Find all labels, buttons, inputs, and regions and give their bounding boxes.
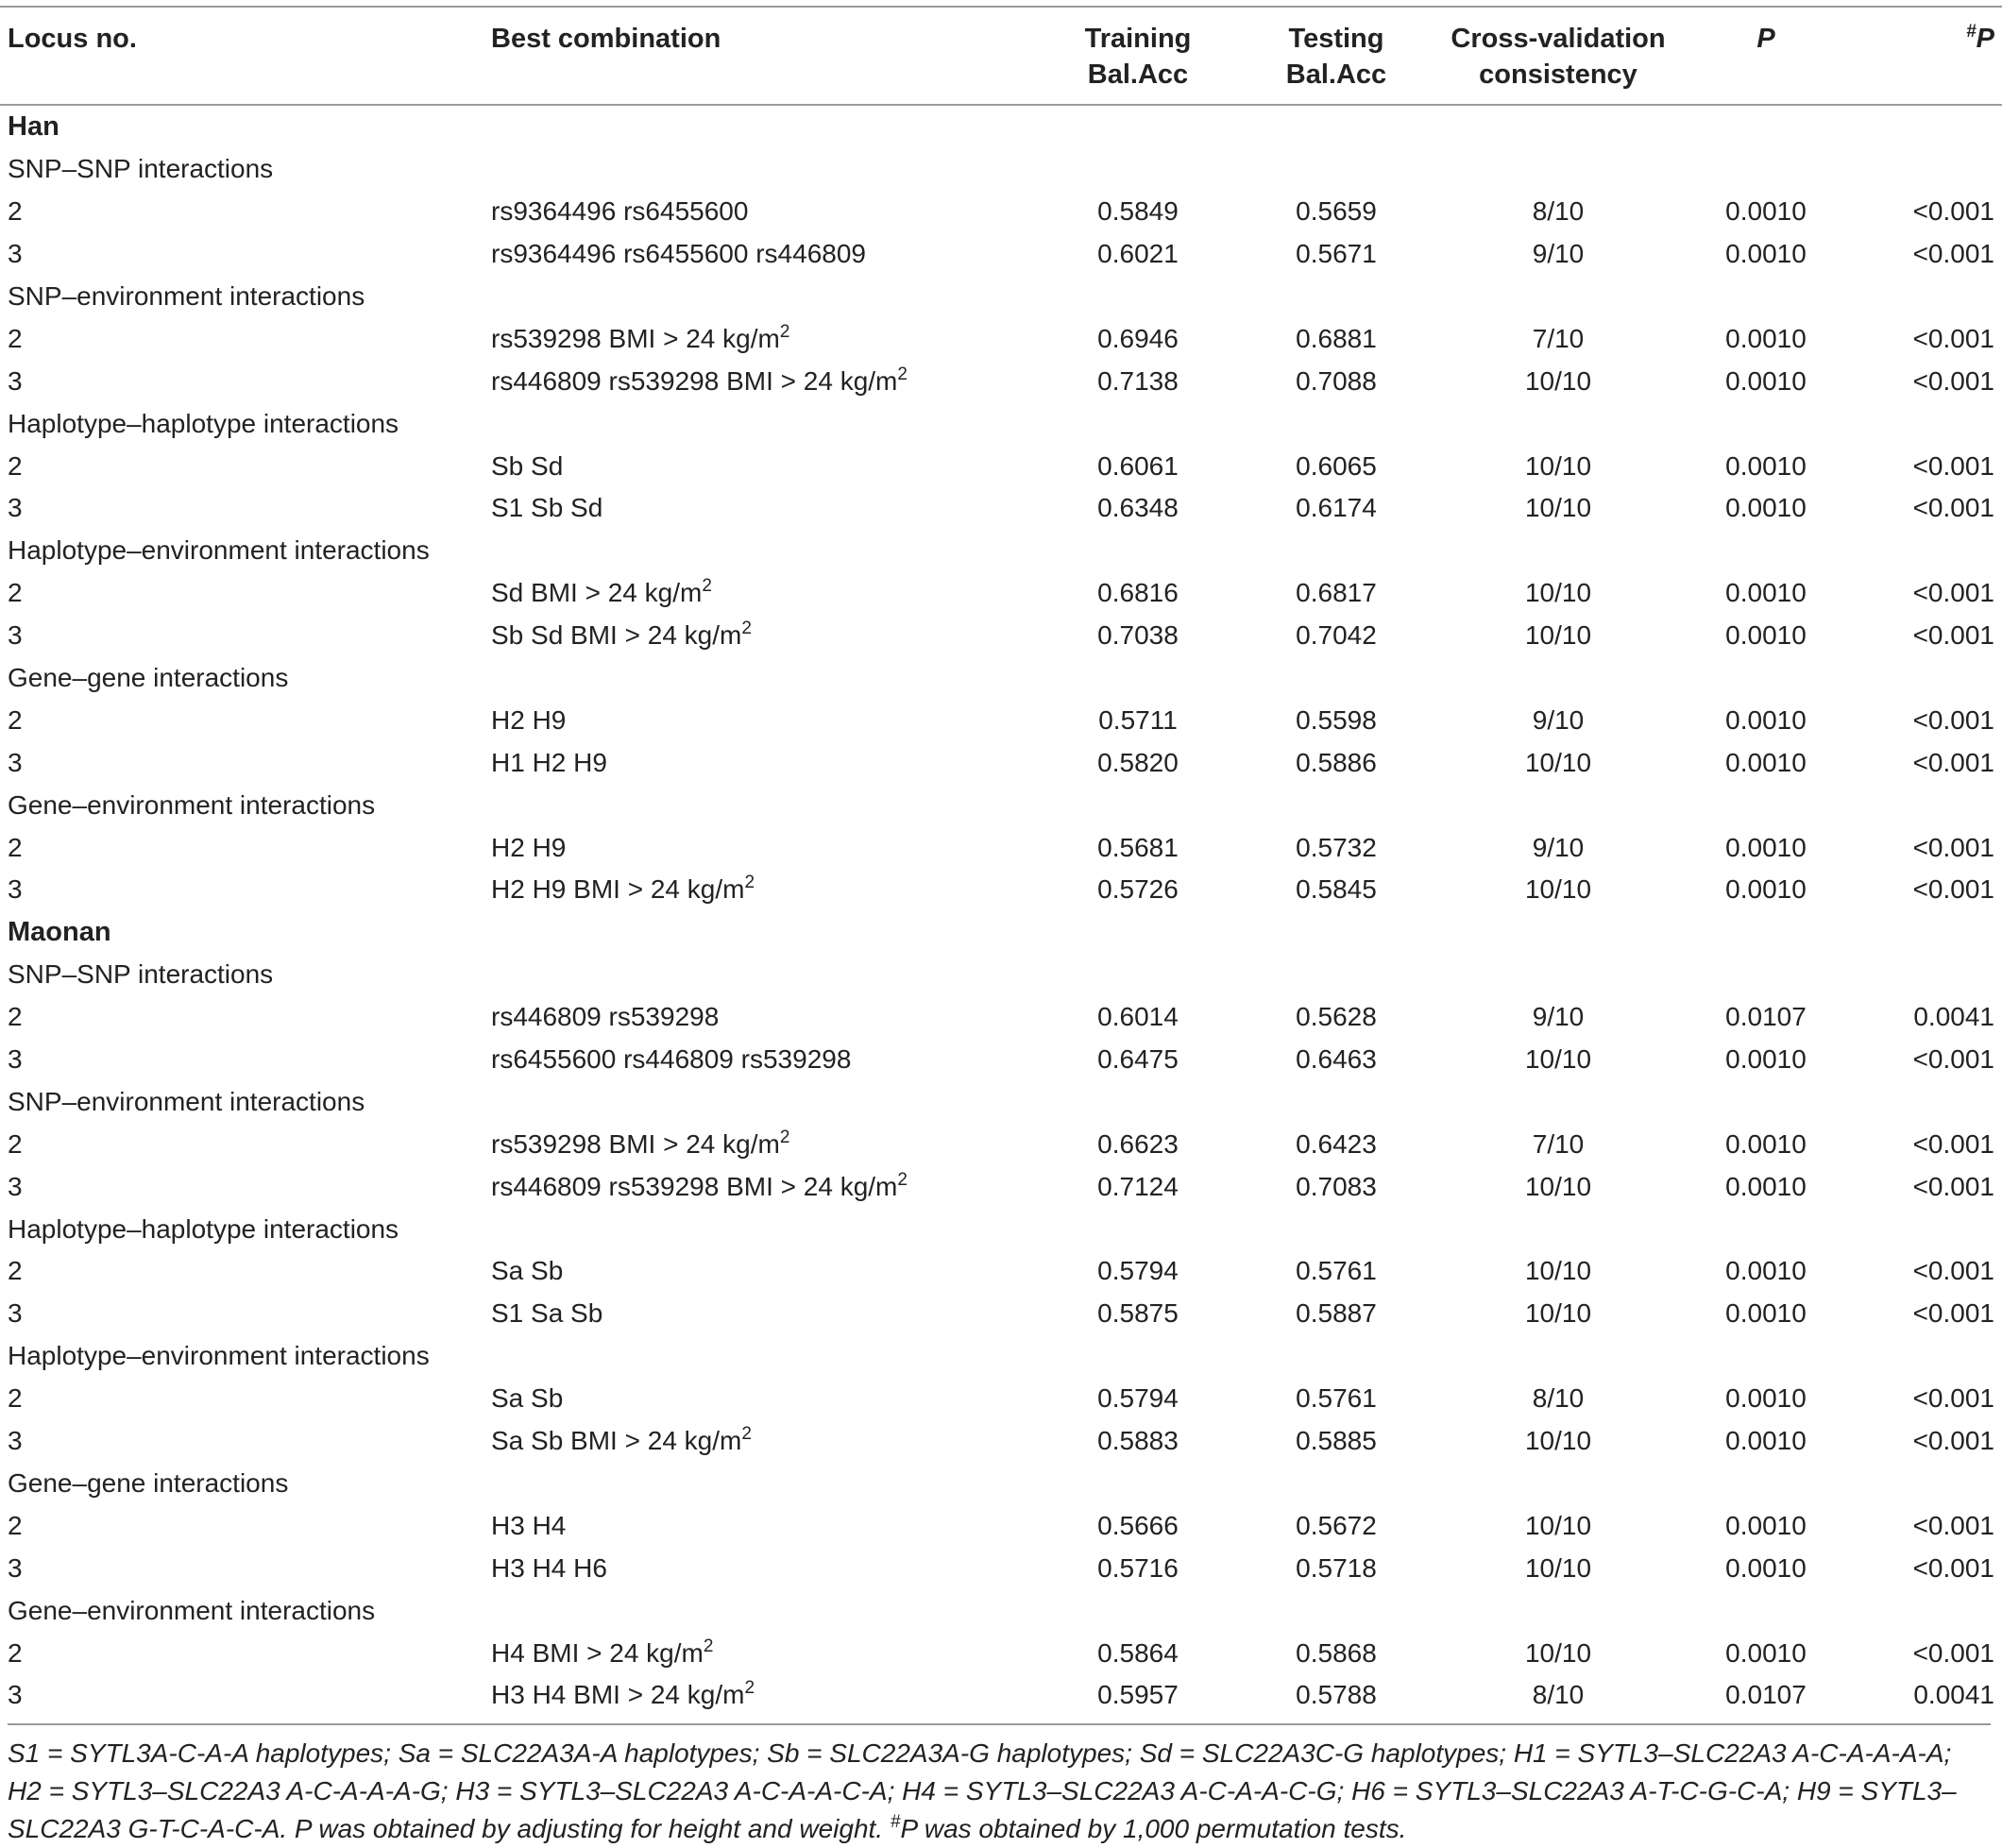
cell-training: 0.6623 — [1097, 1128, 1179, 1159]
header-training-l2: Bal.Acc — [1087, 59, 1189, 90]
combination-superscript: 2 — [744, 873, 755, 893]
cell-testing: 0.5598 — [1296, 704, 1377, 735]
cell-cv: 9/10 — [1532, 1002, 1585, 1032]
cell-p: 0.0010 — [1725, 1552, 1807, 1583]
cell-locus: 2 — [8, 323, 23, 353]
combination-superscript: 2 — [779, 1127, 790, 1147]
cell-p: 0.0010 — [1725, 493, 1807, 523]
cell-testing: 0.6065 — [1296, 450, 1377, 481]
cell-locus: 3 — [8, 1680, 23, 1710]
section-title: Haplotype–haplotype interactions — [8, 1213, 399, 1244]
cell-testing: 0.5732 — [1296, 832, 1377, 862]
group-row — [0, 105, 2002, 148]
cell-perm-p: <0.001 — [1912, 1637, 1994, 1668]
cell-perm-p: <0.001 — [1912, 1426, 1994, 1456]
combination-text: rs539298 BMI > 24 kg/m — [491, 1128, 780, 1159]
combination-superscript: 2 — [779, 321, 790, 342]
combination-text: H1 H2 H9 — [491, 747, 607, 777]
cell-cv: 8/10 — [1532, 1680, 1585, 1710]
combination-text: Sa Sb BMI > 24 kg/m — [491, 1426, 742, 1456]
cell-cv: 9/10 — [1532, 239, 1585, 269]
combination-text: H3 H4 H6 — [491, 1552, 607, 1583]
cell-combination — [491, 1293, 1039, 1335]
section-row — [0, 784, 2002, 826]
section-title: Haplotype–environment interactions — [8, 535, 430, 566]
cell-combination — [491, 1420, 1039, 1463]
cell-locus: 3 — [8, 365, 23, 396]
cell-combination — [491, 826, 1039, 869]
cell-cv: 10/10 — [1524, 620, 1592, 651]
cell-testing: 0.5628 — [1296, 1002, 1377, 1032]
combination-text: H3 H4 — [491, 1510, 567, 1540]
cell-locus: 3 — [8, 747, 23, 777]
cell-locus: 2 — [8, 704, 23, 735]
table-row — [0, 1674, 2002, 1717]
cell-cv: 8/10 — [1532, 1383, 1585, 1414]
cell-perm-p: <0.001 — [1912, 704, 1994, 735]
table-row — [0, 826, 2002, 869]
cell-locus: 2 — [8, 1128, 23, 1159]
combination-text: rs9364496 rs6455600 — [491, 196, 749, 227]
group-label: Han — [8, 110, 59, 142]
cell-p: 0.0010 — [1725, 450, 1807, 481]
combination-text: S1 Sa Sb — [491, 1298, 603, 1329]
cell-perm-p: <0.001 — [1912, 323, 1994, 353]
cell-cv: 10/10 — [1524, 1637, 1592, 1668]
combination-superscript: 2 — [741, 1424, 752, 1445]
cell-perm-p: 0.0041 — [1913, 1002, 1994, 1032]
cell-cv: 10/10 — [1524, 493, 1592, 523]
cell-p: 0.0010 — [1725, 1128, 1807, 1159]
cell-training: 0.7138 — [1097, 365, 1179, 396]
table-body — [0, 105, 2002, 1717]
section-row — [0, 954, 2002, 996]
cell-perm-p: <0.001 — [1912, 832, 1994, 862]
cell-testing: 0.5788 — [1296, 1680, 1377, 1710]
cell-combination — [491, 699, 1039, 741]
table-row — [0, 615, 2002, 657]
cell-combination — [491, 1632, 1039, 1674]
section-row — [0, 1080, 2002, 1123]
cell-training: 0.6348 — [1097, 493, 1179, 523]
combination-text: Sa Sb — [491, 1256, 564, 1286]
cell-cv: 10/10 — [1524, 578, 1592, 608]
table-header — [0, 7, 2002, 105]
cell-combination — [491, 1123, 1039, 1165]
cell-cv: 10/10 — [1524, 874, 1592, 905]
section-row — [0, 402, 2002, 445]
cell-p: 0.0010 — [1725, 1171, 1807, 1201]
cell-training: 0.5794 — [1097, 1383, 1179, 1414]
cell-perm-p: <0.001 — [1912, 1383, 1994, 1414]
cell-combination — [491, 869, 1039, 911]
cell-p: 0.0010 — [1725, 874, 1807, 905]
table-row — [0, 1504, 2002, 1547]
section-row — [0, 1589, 2002, 1632]
combination-superscript: 2 — [744, 1678, 755, 1699]
combination-superscript: 2 — [702, 576, 712, 597]
table-row — [0, 572, 2002, 615]
cell-locus: 2 — [8, 1510, 23, 1540]
section-title: SNP–environment interactions — [8, 281, 365, 311]
cell-cv: 10/10 — [1524, 1510, 1592, 1540]
cell-cv: 10/10 — [1524, 1426, 1592, 1456]
section-title: Gene–gene interactions — [8, 663, 289, 693]
cell-combination — [491, 445, 1039, 487]
cell-locus: 2 — [8, 832, 23, 862]
cell-testing: 0.6423 — [1296, 1128, 1377, 1159]
cell-combination — [491, 360, 1039, 402]
section-row — [0, 657, 2002, 700]
cell-training: 0.6014 — [1097, 1002, 1179, 1032]
table-row — [0, 699, 2002, 741]
cell-locus: 3 — [8, 239, 23, 269]
cell-training: 0.5794 — [1097, 1256, 1179, 1286]
cell-combination — [491, 1165, 1039, 1208]
table-footnote — [8, 1723, 1991, 1848]
combination-superscript: 2 — [703, 1636, 714, 1656]
section-title: Gene–environment interactions — [8, 789, 376, 820]
cell-p: 0.0010 — [1725, 620, 1807, 651]
cell-locus: 2 — [8, 450, 23, 481]
cell-combination — [491, 487, 1039, 530]
cell-training: 0.7038 — [1097, 620, 1179, 651]
cell-p: 0.0010 — [1725, 1510, 1807, 1540]
header-cv — [1435, 7, 1681, 105]
cell-p: 0.0010 — [1725, 1383, 1807, 1414]
cell-cv: 10/10 — [1524, 1298, 1592, 1329]
cell-testing: 0.5885 — [1296, 1426, 1377, 1456]
cell-testing: 0.6463 — [1296, 1044, 1377, 1075]
cell-perm-p: <0.001 — [1912, 578, 1994, 608]
header-testing-l2: Bal.Acc — [1285, 59, 1387, 90]
cell-cv: 10/10 — [1524, 1256, 1592, 1286]
cell-testing: 0.5671 — [1296, 239, 1377, 269]
cell-p: 0.0010 — [1725, 1637, 1807, 1668]
combination-text: rs9364496 rs6455600 rs446809 — [491, 239, 866, 269]
header-training-l1: Training — [1084, 24, 1192, 54]
cell-testing: 0.6817 — [1296, 578, 1377, 608]
cell-locus: 2 — [8, 1383, 23, 1414]
cell-perm-p: <0.001 — [1912, 239, 1994, 269]
cell-testing: 0.5845 — [1296, 874, 1377, 905]
cell-cv: 10/10 — [1524, 1044, 1592, 1075]
cell-combination — [491, 1378, 1039, 1420]
table-row — [0, 869, 2002, 911]
cell-training: 0.7124 — [1097, 1171, 1179, 1201]
table-row — [0, 1250, 2002, 1293]
footnote-main: S1 = SYTL3A-C-A-A haplotypes; Sa = SLC22A3A-A haplotypes; Sb = SLC22A3A-G haplotypes; Sd = SLC22A3C-G haplotypes; H1 = SYTL3–SLC22A3 A-C-A-A-A-A; H2 = SYTL3–SLC22A3 A-C-A-A-A-G; H3 = SYTL3–SLC22A3 A-C-A-A-C-A; H4 = SYTL3–SLC22A3 A-C-A-A-C-G; H6 = SYTL3–SLC22A3 A-T-C-G-C-A; H9 = SYTL3–SLC22A3 G-T-C-A-C-A. P was obtained by adjusting for height and weight. — [8, 1738, 1957, 1843]
cell-perm-p: <0.001 — [1912, 1171, 1994, 1201]
cell-testing: 0.5887 — [1296, 1298, 1377, 1329]
cell-perm-p: <0.001 — [1912, 620, 1994, 651]
cell-combination — [491, 996, 1039, 1039]
combination-superscript: 2 — [897, 364, 908, 384]
cell-p: 0.0010 — [1725, 323, 1807, 353]
cell-cv: 7/10 — [1532, 1128, 1585, 1159]
cell-combination — [491, 1674, 1039, 1717]
cell-training: 0.5883 — [1097, 1426, 1179, 1456]
cell-training: 0.5820 — [1097, 747, 1179, 777]
cell-training: 0.5849 — [1097, 196, 1179, 227]
header-perm-p — [1851, 7, 2002, 105]
cell-perm-p: <0.001 — [1912, 1044, 1994, 1075]
header-row — [0, 7, 2002, 105]
cell-training: 0.6816 — [1097, 578, 1179, 608]
cell-testing: 0.5886 — [1296, 747, 1377, 777]
cell-cv: 10/10 — [1524, 450, 1592, 481]
cell-training: 0.6021 — [1097, 239, 1179, 269]
cell-combination — [491, 1250, 1039, 1293]
section-title: SNP–environment interactions — [8, 1086, 365, 1116]
table-row — [0, 1420, 2002, 1463]
header-p: P — [1756, 24, 1775, 54]
cell-locus: 2 — [8, 196, 23, 227]
section-row — [0, 1463, 2002, 1505]
cell-combination — [491, 1547, 1039, 1589]
cell-p: 0.0010 — [1725, 578, 1807, 608]
cell-locus: 3 — [8, 620, 23, 651]
table-row — [0, 317, 2002, 360]
cell-testing: 0.5761 — [1296, 1256, 1377, 1286]
table-row — [0, 360, 2002, 402]
header-combination: Best combination — [491, 24, 721, 54]
header-cv-l2: consistency — [1479, 59, 1637, 90]
header-perm-hash: # — [1966, 22, 1977, 42]
table-row — [0, 445, 2002, 487]
cell-testing: 0.5718 — [1296, 1552, 1377, 1583]
header-testing — [1237, 7, 1435, 105]
cell-combination — [491, 615, 1039, 657]
section-title: Gene–gene interactions — [8, 1467, 289, 1498]
combination-text: H4 BMI > 24 kg/m — [491, 1637, 704, 1668]
cell-cv: 8/10 — [1532, 196, 1585, 227]
cell-combination — [491, 572, 1039, 615]
cell-p: 0.0010 — [1725, 1298, 1807, 1329]
cell-p: 0.0107 — [1725, 1680, 1807, 1710]
header-locus: Locus no. — [8, 24, 137, 54]
section-title: SNP–SNP interactions — [8, 154, 274, 184]
cell-locus: 2 — [8, 1002, 23, 1032]
cell-perm-p: 0.0041 — [1913, 1680, 1994, 1710]
cell-training: 0.6946 — [1097, 323, 1179, 353]
cell-cv: 10/10 — [1524, 747, 1592, 777]
combination-text: rs446809 rs539298 BMI > 24 kg/m — [491, 1171, 898, 1201]
cell-testing: 0.6174 — [1296, 493, 1377, 523]
cell-perm-p: <0.001 — [1912, 1256, 1994, 1286]
cell-training: 0.5726 — [1097, 874, 1179, 905]
combination-superscript: 2 — [897, 1169, 908, 1190]
cell-p: 0.0107 — [1725, 1002, 1807, 1032]
table-row — [0, 1378, 2002, 1420]
cell-testing: 0.5761 — [1296, 1383, 1377, 1414]
cell-cv: 9/10 — [1532, 832, 1585, 862]
header-perm-p-label: P — [1976, 24, 1994, 54]
cell-training: 0.5875 — [1097, 1298, 1179, 1329]
cell-locus: 3 — [8, 874, 23, 905]
combination-text: S1 Sb Sd — [491, 493, 603, 523]
section-title: Gene–environment interactions — [8, 1595, 376, 1625]
cell-p: 0.0010 — [1725, 365, 1807, 396]
cell-perm-p: <0.001 — [1912, 1510, 1994, 1540]
table-row — [0, 1293, 2002, 1335]
cell-cv: 7/10 — [1532, 323, 1585, 353]
table-row — [0, 741, 2002, 784]
combination-text: Sb Sd — [491, 450, 564, 481]
cell-locus: 3 — [8, 1552, 23, 1583]
cell-training: 0.5957 — [1097, 1680, 1179, 1710]
footnote-perm-note: P was obtained by 1,000 permutation tests. — [900, 1814, 1407, 1843]
cell-perm-p: <0.001 — [1912, 747, 1994, 777]
footnote-hash: # — [890, 1812, 901, 1832]
cell-training: 0.5666 — [1097, 1510, 1179, 1540]
cell-perm-p: <0.001 — [1912, 1552, 1994, 1583]
cell-testing: 0.7042 — [1296, 620, 1377, 651]
cell-perm-p: <0.001 — [1912, 1298, 1994, 1329]
cell-perm-p: <0.001 — [1912, 493, 1994, 523]
group-row — [0, 911, 2002, 954]
cell-combination — [491, 1039, 1039, 1081]
section-row — [0, 530, 2002, 572]
section-row — [0, 276, 2002, 318]
section-title: Haplotype–haplotype interactions — [8, 408, 399, 438]
table-row — [0, 1039, 2002, 1081]
cell-p: 0.0010 — [1725, 747, 1807, 777]
cell-perm-p: <0.001 — [1912, 365, 1994, 396]
cell-locus: 3 — [8, 493, 23, 523]
cell-p: 0.0010 — [1725, 704, 1807, 735]
cell-locus: 2 — [8, 1256, 23, 1286]
cell-locus: 3 — [8, 1044, 23, 1075]
cell-combination — [491, 233, 1039, 276]
combination-text: Sa Sb — [491, 1383, 564, 1414]
cell-training: 0.5711 — [1098, 704, 1178, 735]
table-row — [0, 1632, 2002, 1674]
cell-locus: 3 — [8, 1298, 23, 1329]
combination-text: Sb Sd BMI > 24 kg/m — [491, 620, 742, 651]
cell-testing: 0.6881 — [1296, 323, 1377, 353]
cell-combination — [491, 191, 1039, 233]
cell-training: 0.6475 — [1097, 1044, 1179, 1075]
combination-text: H3 H4 BMI > 24 kg/m — [491, 1680, 745, 1710]
combination-text: Sd BMI > 24 kg/m — [491, 578, 703, 608]
cell-testing: 0.5672 — [1296, 1510, 1377, 1540]
interaction-table — [0, 6, 2002, 1717]
cell-testing: 0.5659 — [1296, 196, 1377, 227]
group-label: Maonan — [8, 916, 111, 947]
cell-training: 0.5864 — [1097, 1637, 1179, 1668]
cell-p: 0.0010 — [1725, 1256, 1807, 1286]
table-row — [0, 487, 2002, 530]
combination-text: rs6455600 rs446809 rs539298 — [491, 1044, 852, 1075]
table-row — [0, 1123, 2002, 1165]
cell-perm-p: <0.001 — [1912, 450, 1994, 481]
cell-locus: 2 — [8, 1637, 23, 1668]
table-row — [0, 996, 2002, 1039]
combination-text: rs446809 rs539298 — [491, 1002, 720, 1032]
cell-cv: 10/10 — [1524, 1171, 1592, 1201]
combination-text: rs446809 rs539298 BMI > 24 kg/m — [491, 365, 898, 396]
cell-training: 0.5716 — [1097, 1552, 1179, 1583]
cell-locus: 3 — [8, 1426, 23, 1456]
cell-cv: 10/10 — [1524, 365, 1592, 396]
cell-perm-p: <0.001 — [1912, 874, 1994, 905]
combination-superscript: 2 — [741, 619, 752, 639]
cell-cv: 9/10 — [1532, 704, 1585, 735]
combination-text: H2 H9 BMI > 24 kg/m — [491, 874, 745, 905]
combination-text: H2 H9 — [491, 704, 567, 735]
cell-testing: 0.5868 — [1296, 1637, 1377, 1668]
section-title: SNP–SNP interactions — [8, 959, 274, 990]
cell-p: 0.0010 — [1725, 239, 1807, 269]
cell-combination — [491, 317, 1039, 360]
section-title: Haplotype–environment interactions — [8, 1341, 430, 1371]
cell-testing: 0.7083 — [1296, 1171, 1377, 1201]
section-row — [0, 1335, 2002, 1378]
cell-training: 0.5681 — [1097, 832, 1179, 862]
cell-cv: 10/10 — [1524, 1552, 1592, 1583]
table-row — [0, 191, 2002, 233]
cell-p: 0.0010 — [1725, 1044, 1807, 1075]
cell-perm-p: <0.001 — [1912, 196, 1994, 227]
cell-perm-p: <0.001 — [1912, 1128, 1994, 1159]
cell-locus: 2 — [8, 578, 23, 608]
combination-text: H2 H9 — [491, 832, 567, 862]
cell-p: 0.0010 — [1725, 1426, 1807, 1456]
cell-combination — [491, 741, 1039, 784]
table-row — [0, 233, 2002, 276]
table-row — [0, 1547, 2002, 1589]
combination-text: rs539298 BMI > 24 kg/m — [491, 323, 780, 353]
header-testing-l1: Testing — [1288, 24, 1384, 54]
section-row — [0, 1208, 2002, 1250]
cell-training: 0.6061 — [1097, 450, 1179, 481]
table-row — [0, 1165, 2002, 1208]
section-row — [0, 148, 2002, 191]
cell-p: 0.0010 — [1725, 196, 1807, 227]
cell-locus: 3 — [8, 1171, 23, 1201]
cell-combination — [491, 1504, 1039, 1547]
header-training — [1039, 7, 1237, 105]
cell-testing: 0.7088 — [1296, 365, 1377, 396]
header-cv-l1: Cross-validation — [1451, 24, 1666, 54]
cell-p: 0.0010 — [1725, 832, 1807, 862]
